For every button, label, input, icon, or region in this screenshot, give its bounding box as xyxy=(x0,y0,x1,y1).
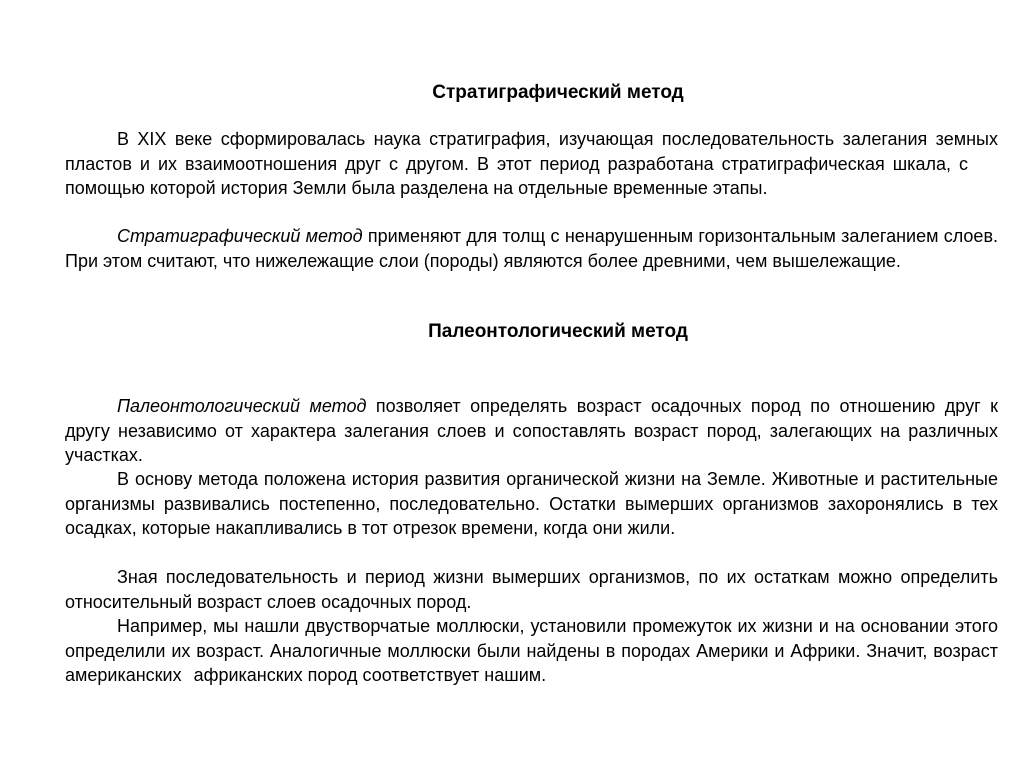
term-paleontological-method: Палеонтологический метод xyxy=(117,396,367,416)
paragraph-text: Например, мы нашли двустворчатые моллюски, установили промежуток их жизни и на основании этого определили их возраст. Аналогичные моллюски были найдены в породах Америки и Африки. Значит, возраст американских xyxy=(65,616,998,686)
paragraph-text-cont: помощью которой история Земли была разделена на отдельные временные этапы. xyxy=(65,178,768,199)
term-stratigraphic-method: Стратиграфический метод xyxy=(117,226,363,246)
paragraph-stratigraphic-method xyxy=(65,224,998,273)
paragraph-text-cont: африканских пород соответствует нашим. xyxy=(193,665,547,686)
section-title-stratigraphic: Стратиграфический метод xyxy=(432,82,684,103)
paragraph-text: позволяет определять возраст осадочных пород по отношению друг к другу независимо от характера залегания слоев и сопоставлять возраст пород, залегающих на различных участках. xyxy=(65,396,999,466)
paragraph-stratigraphy-history xyxy=(65,127,998,201)
paragraph-method-basis: В основу метода положена история развития органической жизни на Земле. Животные и растительные организмы развивались постепенно, последовательно. Остатки вымерших организмов захоронялись в тех осадках, которые накапливались в тот отрезок времени, когда они жили. xyxy=(65,469,998,539)
paragraph-paleontological-method xyxy=(65,394,998,468)
paragraph-example-mollusks xyxy=(65,614,998,688)
paragraph-text: В XIX веке сформировалась наука стратиграфия, изучающая последовательность залегания земных пластов и их взаимоотношения друг с другом. В этот период разработана стратиграфическая шкала, с xyxy=(65,129,998,174)
paragraph-text: применяют для толщ с ненарушенным горизонтальным залеганием слоев. При этом считают, что нижележащие слои (породы) являются более древними, чем вышележащие. xyxy=(65,226,999,271)
section-title-paleontological: Палеонтологический метод xyxy=(428,321,688,342)
paragraph-relative-age: Зная последовательность и период жизни вымерших организмов, по их остаткам можно определить относительный возраст слоев осадочных пород. xyxy=(65,567,998,612)
